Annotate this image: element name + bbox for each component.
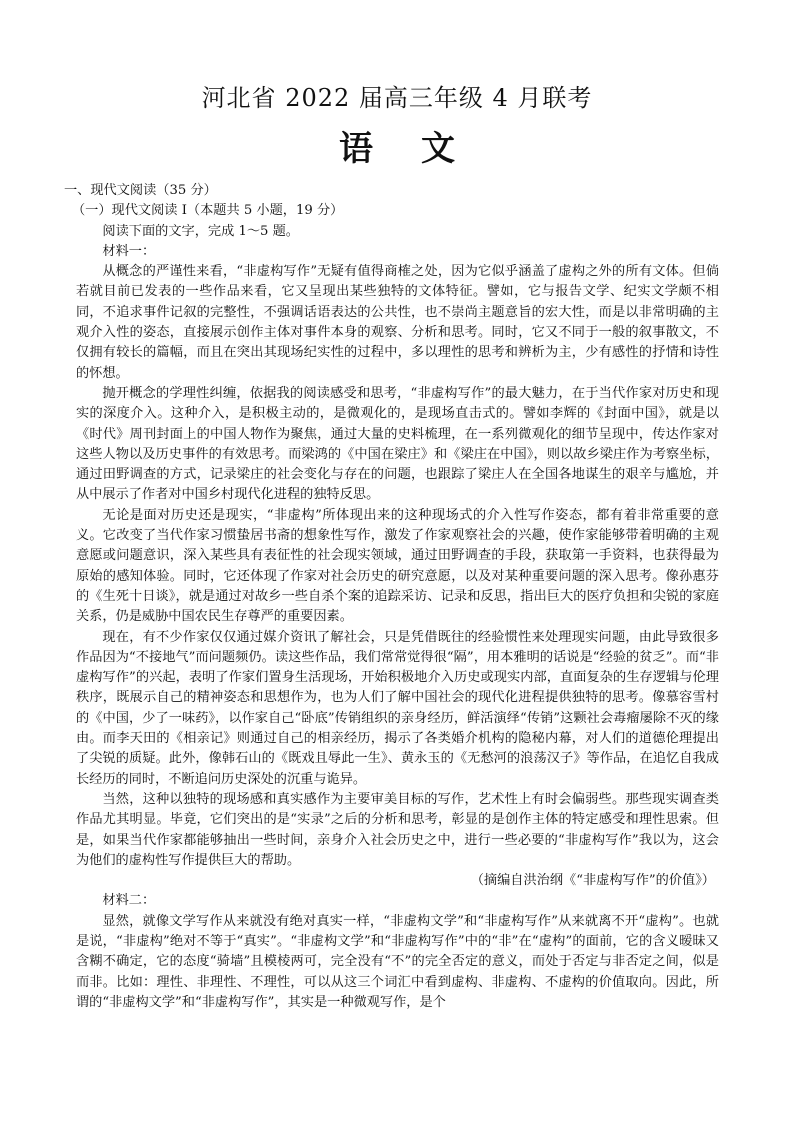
material1-paragraph: 从概念的严谨性来看，“非虚构写作”无疑有值得商榷之处，因为它似乎涵盖了虚构之外的所有文体。但倘若就目前已发表的一些作品来看，它又呈现出某些独特的文体特征。譬如，它与报告文学、纪实文学颇不相同，不追求事件记叙的完整性，不强调话语表达的公共性，也不崇尚主题意旨的宏大性，而是以非常明确的主观介入性的姿态，直接展示创作主体对事件本身的观察、分析和思考。同时，它又不同于一般的叙事散文，不仅拥有较长的篇幅，而且在突出其现场纪实性的过程中，多以理性的思考和辨析为主，少有感性的抒情和诗性的怀想。 bbox=[76, 264, 719, 381]
section-heading: 一、现代文阅读（35 分） bbox=[64, 183, 217, 198]
subject-char-1: 语 bbox=[339, 129, 373, 169]
exam-title: 河北省 2022 届高三年级 4 月联考 bbox=[201, 84, 593, 112]
material1-paragraph: 当然，这种以独特的现场感和真实感作为主要审美目标的写作，艺术性上有时会偏弱些。那些现实调查类作品尤其明显。毕竟，它们突出的是“实录”之后的分析和思考，彰显的是创作主体的特定感受和理性思索。但是，如果当代作家都能够抽出一些时间，亲身介入社会历史之中，进行一些必要的“非虚构写作”我以为，这会为他们的虚构性写作提供巨大的帮助。 bbox=[76, 791, 719, 868]
material1-label: 材料一： bbox=[102, 243, 156, 259]
subject-title bbox=[0, 129, 794, 169]
material1-paragraph: 无论是面对历史还是现实，“非虚构”所体现出来的这种现场式的介入性写作姿态，都有着非常重要的意义。它改变了当代作家习惯蛰居书斋的想象性写作，激发了作家观察社会的兴趣，使作家能够带着明确的主观意愿或问题意识，深入某些具有表征性的社会现实领域，通过田野调查的手段，获取第一手资料，也获得最为原始的感知体验。同时，它还体现了作家对社会历史的研究意愿，以及对某种重要问题的深入思考。像孙惠芬的《生死十日谈》，就是通过对故乡一些自杀个案的追踪采访、记录和反思，指出巨大的医疗负担和尖锐的家庭关系，仍是威胁中国农民生存尊严的重要因素。 bbox=[76, 507, 719, 625]
material2-label: 材料二： bbox=[102, 893, 156, 909]
material1-paragraph: 现在，有不少作家仅仅通过媒介资讯了解社会，只是凭借既往的经验惯性来处理现实问题，由此导致很多作品因为“不接地气”而问题频仍。读这些作品，我们常常觉得很“隔”，用本雅明的话说是“经验的贫乏”。而“非虚构写作”的兴起，表明了作家们置身生活现场，开始积极地介入历史或现实内部，直面复杂的生存逻辑与伦理秩序，既展示自己的精神姿态和思想作为，也为人们了解中国社会的现代化进程提供独特的思考。像慕容雪村的《中国，少了一味药》，以作家自己“卧底”传销组织的亲身经历，鲜活演绎“传销”这颗社会毒瘤屡除不灭的缘由。而李天田的《相亲记》则通过自己的相亲经历，揭示了各类婚介机构的隐秘内幕，对人们的道德伦理提出了尖锐的质疑。此外，像韩石山的《既戏且辱此一生》、黄永玉的《无愁河的浪荡汉子》等作品，在追忆自我成长经历的同时，不断追问历史深处的沉重与诡异。 bbox=[76, 629, 719, 787]
material1-citation: （摘编自洪治纲《“非虚构写作”的价值》） bbox=[470, 873, 715, 889]
section-subheading: （一）现代文阅读 I（本题共 5 小题，19 分） bbox=[72, 203, 344, 219]
material1-paragraph: 抛开概念的学理性纠缠，依据我的阅读感受和思考，“非虚构写作”的最大魅力，在于当代作家对历史和现实的深度介入。这种介入，是积极主动的，是微观化的，是现场直击式的。譬如李辉的《封面中国》，就是以《时代》周刊封面上的中国人物作为聚焦，通过大量的史料梳理，在一系列微观化的细节呈现中，传达作家对这些人物以及历史事件的有效思考。而梁鸿的《中国在梁庄》和《梁庄在中国》，则以故乡梁庄作为考察坐标，通过田野调查的方式，记录梁庄的社会变化与存在的问题，也跟踪了梁庄人在全国各地谋生的艰辛与尴尬，并从中展示了作者对中国乡村现代化进程的独特反思。 bbox=[76, 385, 719, 503]
instruction-text: 阅读下面的文字，完成 1～5 题。 bbox=[102, 223, 299, 239]
material2-paragraph: 显然，就像文学写作从来就没有绝对真实一样，“非虚构文学”和“非虚构写作”从来就离不开“虚构”。也就是说，“非虚构”绝对不等于“真实”。“非虚构文学”和“非虚构写作”中的“非”在“虚构”的面前，它的含义暧昧又含糊不确定，它的态度“骑墙”且模棱两可，完全没有“不”的完全否定的意义，而处于否定与非否定之间，似是而非。比如：理性、非理性、不理性，可以从这三个词汇中看到虚构、非虚构、不虚构的价值取向。因此，所谓的“非虚构文学”和“非虚构写作”，其实是一种微观写作，是个 bbox=[76, 913, 719, 1010]
subject-char-2: 文 bbox=[421, 129, 455, 169]
exam-body bbox=[64, 181, 719, 1013]
